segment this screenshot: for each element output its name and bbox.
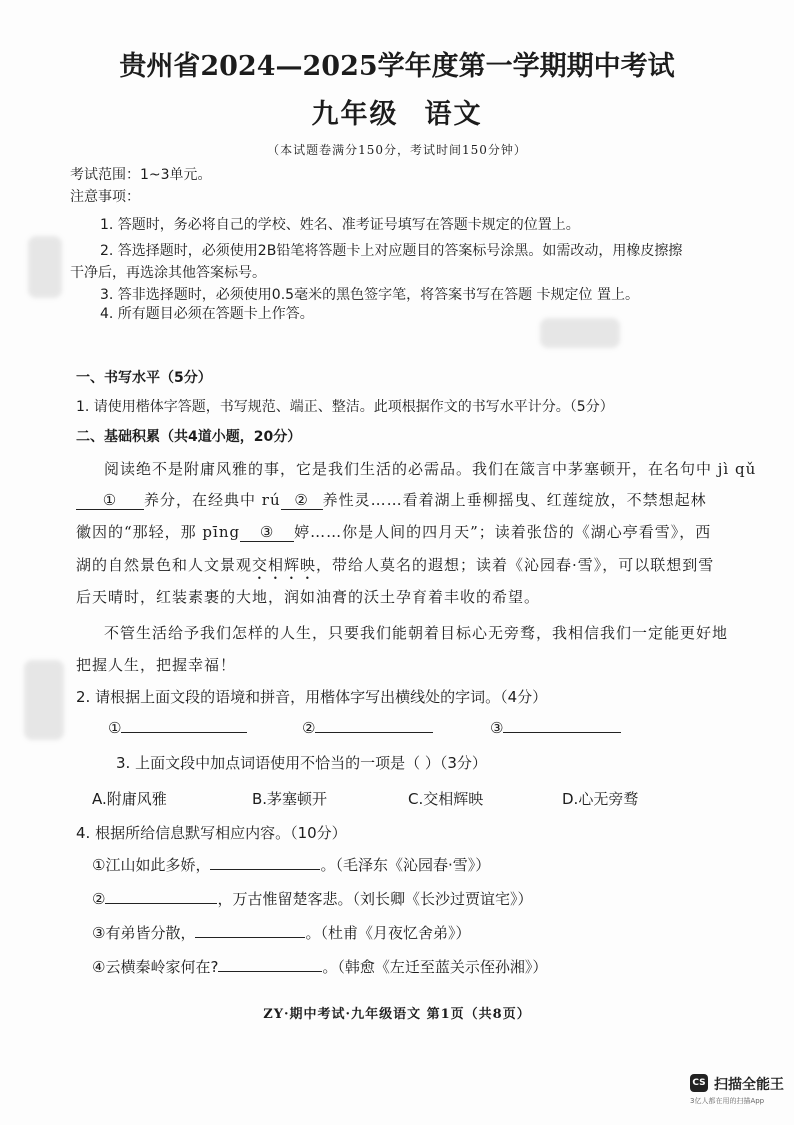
exam-title: 贵州省2024—2025学年度第一学期期中考试: [119, 51, 675, 82]
blank-2: ②: [281, 491, 323, 510]
answer-line: [315, 718, 433, 733]
passage-line: 不管生活给予我们怎样的人生，只要我们能朝着目标心无旁骛，我相信我们一定能更好地: [104, 624, 729, 642]
answer-line: [503, 718, 621, 733]
recite-blank: [210, 855, 320, 870]
passage-fragment: 徽因的“那轻，那 pīng: [76, 523, 241, 541]
passage-fragment: 湖的自然景色和人文景观: [76, 556, 253, 574]
recite-item: [92, 956, 547, 977]
recite-blank: [195, 923, 305, 938]
passage-line: 后天晴时，红装素裹的大地，润如油膏的沃土孕育着丰收的希望。: [76, 588, 541, 606]
recite-prefix: ③有弟皆分散，: [92, 924, 196, 942]
answer-mark: ②: [302, 719, 316, 737]
passage-line: [76, 489, 707, 510]
passage-line: 把握人生，把握幸福！: [76, 656, 237, 674]
recite-source: 。（韩愈《左迁至蓝关示侄孙湘》）: [322, 958, 548, 976]
notice-item: 4. 所有题目必须在答题卡上作答。: [100, 306, 314, 322]
passage-line: [76, 521, 711, 542]
section1-heading: 一、书写水平（5分）: [76, 370, 212, 386]
dotted-phrase: 交相辉映: [252, 556, 317, 574]
recite-source: 。（杜甫《月夜忆舍弟》）: [305, 924, 471, 942]
question-3: 3. 上面文段中加点词语使用不恰当的一项是（ ）（3分）: [116, 754, 487, 772]
recite-item: [92, 922, 470, 943]
recite-prefix: ④云横秦岭家何在?: [92, 958, 219, 976]
exam-scope: 考试范围：1~3单元。: [70, 167, 212, 183]
recite-item: [92, 888, 532, 909]
answer-mark: ①: [108, 719, 122, 737]
scanner-logo-icon: CS: [690, 1074, 708, 1092]
option-d: D.心无旁骛: [562, 790, 639, 808]
answer-slot-1: [108, 718, 247, 737]
recite-source: 。（毛泽东《沁园春·雪》）: [320, 856, 491, 874]
recite-blank: [105, 889, 217, 904]
blank-1: ①: [76, 491, 144, 510]
notice-item: 3. 答非选择题时，必须使用0.5毫米的黑色签字笔，将答案书写在答题 卡规定位 置上。: [100, 287, 639, 303]
exam-note: （本试题卷满分150分，考试时间150分钟）: [267, 143, 527, 157]
page-footer: ZY·期中考试·九年级语文 第1页（共8页）: [263, 1007, 531, 1022]
recite-prefix: ①江山如此多娇，: [92, 856, 211, 874]
recite-item: [92, 854, 490, 875]
grade-label: 九年级: [311, 99, 399, 130]
notice-item: 2. 答选择题时，必须使用2B铅笔将答题卡上对应题目的答案标号涂黑。如需改动，用橡皮擦擦: [100, 243, 683, 259]
option-b: B.茅塞顿开: [252, 790, 328, 808]
question-1: 1. 请使用楷体字答题，书写规范、端正、整洁。此项根据作文的书写水平计分。（5分）: [76, 399, 614, 415]
question-4: 4. 根据所给信息默写相应内容。（10分）: [76, 824, 347, 842]
passage-fragment: ，带给人莫名的遐想；读着《沁园春·雪》，可以联想到雪: [316, 556, 715, 574]
passage-fragment: 养性灵……看着湖上垂柳摇曳、红莲绽放，不禁想起林: [322, 491, 707, 509]
option-a: A.附庸风雅: [92, 790, 167, 808]
question-2: 2. 请根据上面文段的语境和拼音，用楷体字写出横线处的字词。（4分）: [76, 688, 548, 706]
exam-subtitle: [0, 92, 794, 131]
notice-item: 干净后，再选涂其他答案标号。: [70, 265, 266, 281]
recite-source: ，万古惟留楚客悲。（刘长卿《长沙过贾谊宅》）: [217, 890, 533, 908]
scan-smudge: [24, 660, 64, 740]
passage-line: [76, 554, 714, 583]
recite-prefix: ②: [92, 890, 106, 908]
passage-fragment: 养分，在经典中 rú: [144, 491, 281, 509]
recite-blank: [218, 957, 322, 972]
answer-mark: ③: [490, 719, 504, 737]
passage-line: 阅读绝不是附庸风雅的事，它是我们生活的必需品。我们在箴言中茅塞顿开，在名句中 jì qǔ: [104, 460, 757, 478]
notice-title: 注意事项：: [70, 189, 140, 205]
scan-smudge: [28, 236, 62, 298]
notice-item: 1. 答题时，务必将自己的学校、姓名、准考证号填写在答题卡规定的位置上。: [100, 217, 580, 233]
scanner-name: 扫描全能王: [714, 1077, 784, 1093]
scanner-tagline: 3亿人都在用的扫描App: [690, 1097, 765, 1105]
subject-label: 语文: [424, 99, 483, 130]
answer-slot-2: [302, 718, 433, 737]
passage-fragment: 婷……你是人间的四月天”；读着张岱的《湖心亭看雪》，西: [294, 523, 712, 541]
scan-smudge: [540, 318, 620, 348]
section2-heading: 二、基础积累（共4道小题，20分）: [76, 429, 302, 445]
blank-3: ③: [240, 523, 294, 542]
option-c: C.交相辉映: [408, 790, 484, 808]
answer-slot-3: [490, 718, 621, 737]
answer-line: [121, 718, 247, 733]
